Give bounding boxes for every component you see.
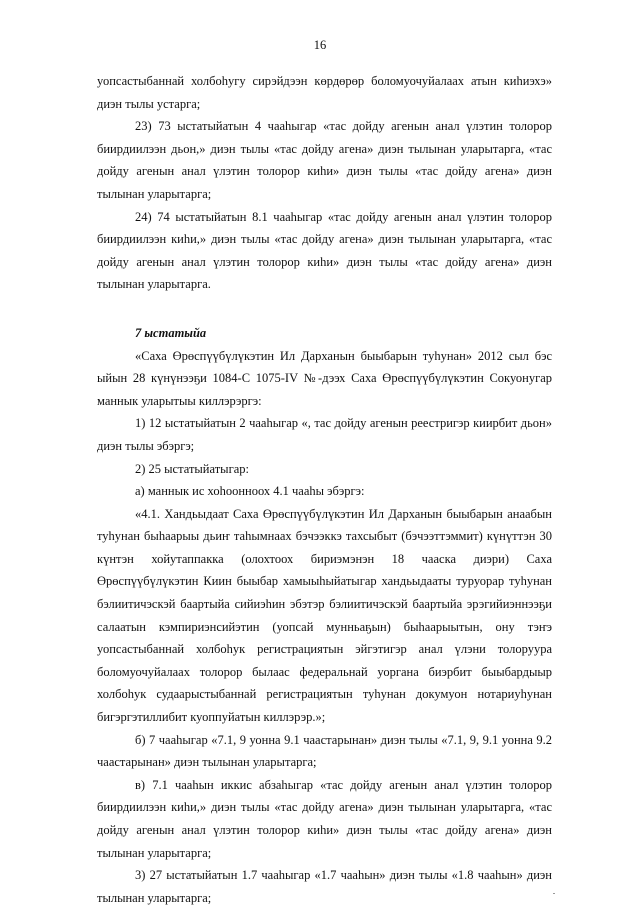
paragraph: а) маннык ис хоһоонноох 4.1 чааһы эбэргэ:: [135, 484, 365, 499]
article-heading: 7 ыстатыйа: [135, 325, 207, 340]
paragraph: 24) 74 ыстатыйатын 8.1 чааһыгар «тас дойду агенын анал үлэтин толорор биирдиилээн киһи,» диэн тылы «тас дойду агена» диэн тылынан уларытарга, «тас дойду агенын анал үлэтин толорор киһи» диэн тылы «тас дойду агена» диэн тылынан уларытарга.: [97, 209, 552, 292]
paragraph: «4.1. Хандьыдаат Саха Өрөспүүбүлүкэтин Ил Дарханын быыбарын анаабын туһунан быһаарыы дьиҥ таһымнаах бэчээккэ тахсыбыт (бэчээттэммит) күнүттэн 30 күнтэн хойутаппакка (олохтоох бириэмэнэн 18 чааска диэри) Саха Өрөспүүбүлүкэтин Киин быыбар хамыыһыйатыгар хандьыдааты туруорар туһунан бэлиитичэскэй баартыйа сийиэһин эбэтэр бэлиитичэскэй баартыйа эрэгийиэннээҕи салаатын кэмпириэнсийэтин (уопсай мунньаҕын) быһаарыытын, ону тэҥэ уопсастыбаннай холбоһук регистрациятын эйгэтигэр анал үлэни толоруура боломуочуйалаах толорор былаас федеральнай уоргана биэрбит быыбардыыр холбоһук судаарыстыбаннай регистрациятын туһунан докумуон нотариуһунан бигэргэтиллибит куоппуйатын киллэрэр.»;: [97, 506, 552, 725]
paragraph: 3) 27 ыстатыйатын 1.7 чааһыгар «1.7 чааһын» диэн тылы «1.8 чааһын» диэн тылынан уларытарга;: [97, 868, 552, 905]
paragraph: «Саха Өрөспүүбүлүкэтин Ил Дарханын быыбарын туһунан» 2012 сыл бэс ыйын 28 күнүнээҕи 1084-С 1075-IV №-дээх Саха Өрөспүүбүлүкэтин Сокуонугар маннык уларытыы киллэрэргэ:: [97, 348, 552, 408]
paragraph: в) 7.1 чааһын иккис абзаһыгар «тас дойду агенын анал үлэтин толорор биирдиилээн киһи,» диэн тылы «тас дойду агена» диэн тылынан уларытарга, «тас дойду агенын анал үлэтин толорор киһи» диэн тылы «тас дойду агена» диэн тылынан уларытарга;: [97, 777, 552, 860]
paragraph: 2) 25 ыстатыйатыгар:: [135, 461, 249, 476]
paragraph: уопсастыбаннай холбоһугу сирэйдээн көрдөрөр боломуочуйалаах атын киһиэхэ» диэн тылы устарга;: [97, 74, 552, 111]
page-number: 16: [313, 38, 327, 52]
document-body: [97, 70, 552, 909]
paragraph: 23) 73 ыстатыйатын 4 чааһыгар «тас дойду агенын анал үлэтин толорор биирдиилээн дьон,» диэн тылы «тас дойду агена» диэн тылынан уларытарга, «тас дойду агенын анал үлэтин толорор киһи» диэн тылы «тас дойду агена» диэн тылынан уларытарга;: [97, 119, 552, 201]
paragraph: б) 7 чааһыгар «7.1, 9 уонна 9.1 чаастарынан» диэн тылы «7.1, 9, 9.1 уонна 9.2 чаастарынан» диэн тылынан уларытарга;: [97, 732, 552, 770]
scan-mark: [553, 893, 555, 894]
paragraph: 1) 12 ыстатыйатын 2 чааһыгар «, тас дойду агенын реестригэр киирбит дьон» диэн тылы эбэргэ;: [97, 416, 552, 453]
